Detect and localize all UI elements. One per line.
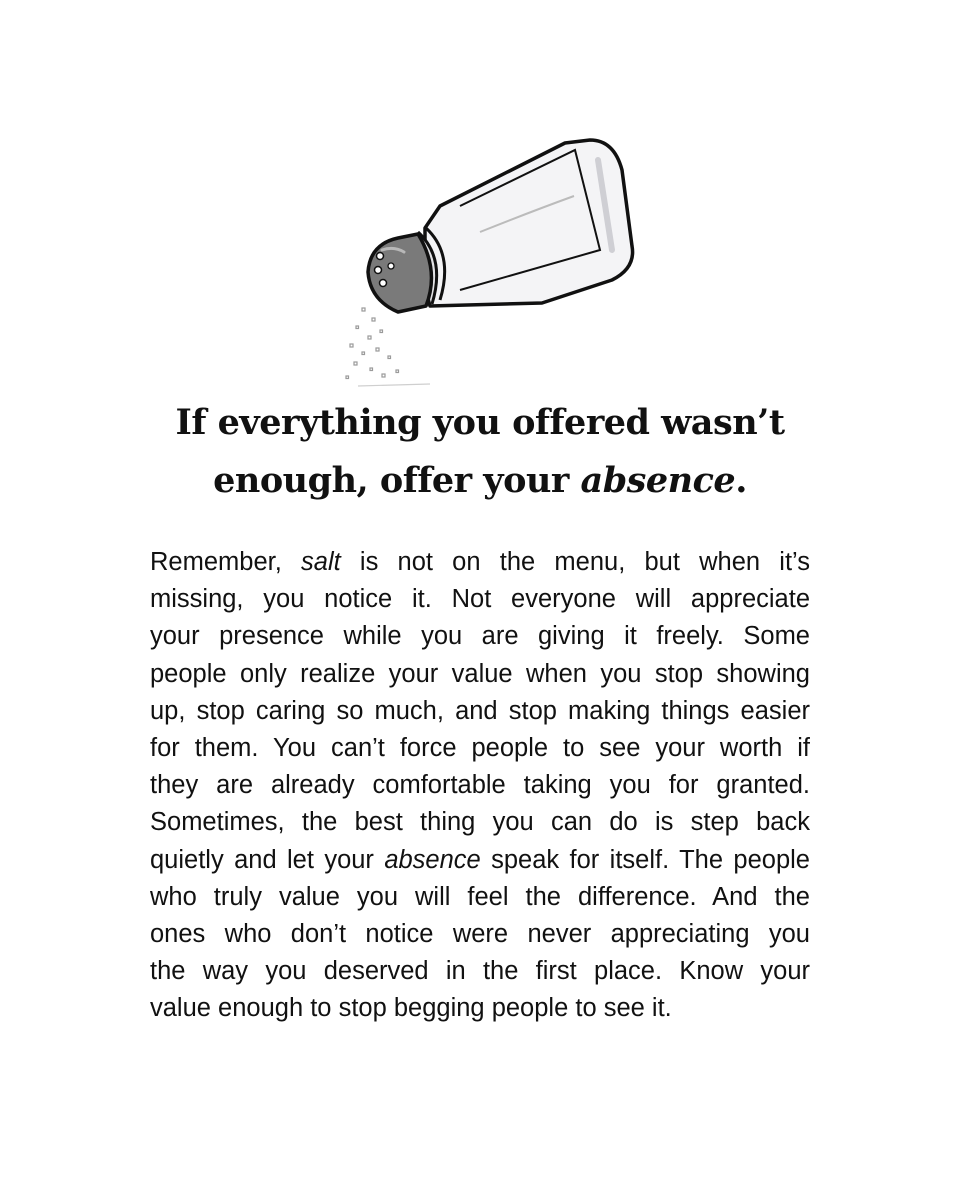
headline-line: [140, 394, 820, 452]
paragraph-line: [150, 544, 810, 581]
paragraph-line: for them. You can’t force people to see your worth if: [150, 734, 810, 763]
paragraph-line: [150, 842, 810, 879]
paragraph-line: ones who don’t notice were never appreciating you: [150, 920, 810, 949]
paragraph-text: is not on the menu, but when it’s: [340, 548, 811, 576]
paragraph-line: value enough to stop begging people to see it.: [150, 994, 672, 1023]
headline: [140, 394, 820, 510]
salt-shaker-icon: [368, 140, 633, 312]
paragraph-line: people only realize your value when you stop showing: [150, 659, 810, 688]
headline-text: enough, offer your: [213, 460, 581, 501]
paragraph-line: Sometimes, the best thing you can do is step back: [150, 808, 810, 837]
body-paragraph: [150, 544, 810, 1028]
paragraph-line: who truly value you will feel the difference. And the: [150, 882, 810, 911]
salt-shaker-illustration: [0, 0, 960, 400]
headline-line: [140, 452, 820, 510]
paragraph-text: speak for itself. The people: [480, 845, 810, 874]
paragraph-line: up, stop caring so much, and stop making things easier: [150, 696, 810, 725]
headline-emphasis: absence: [580, 460, 736, 501]
falling-salt-icon: [346, 308, 430, 386]
paragraph-line: the way you deserved in the first place. Know your: [150, 957, 810, 986]
headline-period: .: [735, 460, 747, 501]
paragraph-emphasis: salt: [301, 548, 341, 576]
paragraph-line: your presence while you are giving it freely. Some: [150, 622, 810, 651]
paragraph-text: quietly and let your: [150, 845, 385, 874]
headline-text: If everything you offered wasn’t: [175, 402, 785, 443]
paragraph-line: missing, you notice it. Not everyone will appreciate: [150, 585, 810, 614]
paragraph-line: they are already comfortable taking you for granted.: [150, 771, 810, 800]
paragraph-emphasis: absence: [384, 845, 481, 874]
paragraph-text: Remember,: [150, 548, 302, 576]
